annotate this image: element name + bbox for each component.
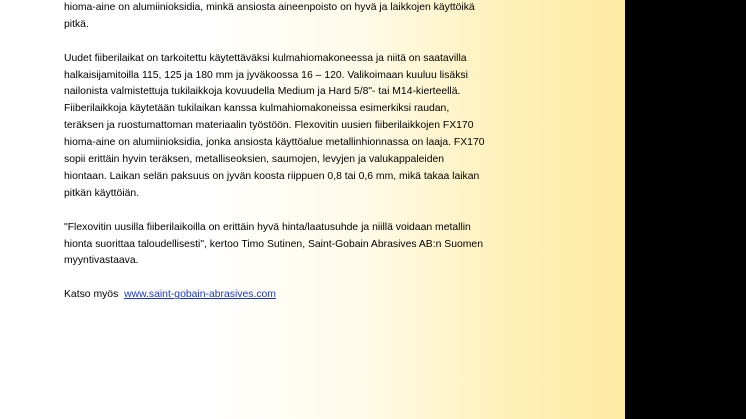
text-line: Fiiberilaikkoja käytetään tukilaikan kanssa kulmahiomakoneissa esimerkiksi raudan, [64,103,450,115]
text-line: hioma-aine on alumiinioksidia, minkä ansiosta aineenpoisto on hyvä ja laikkojen käyttöikä [64,2,475,13]
text-line: pitkä. [64,18,89,30]
right-sidebar [625,0,746,419]
text-line: halkaisijamitoilla 115, 125 ja 180 mm ja jyväkoossa 16 – 120. Valikoimaan kuuluu lisäksi [64,69,468,81]
text-line: hionta suorittaa taloudellisesti", kertoo Timo Sutinen, Saint-Gobain Abrasives AB:n Suomen [64,238,483,250]
text-line: Uudet fiiberilaikat on tarkoitettu käytettäväksi kulmahiomakoneessa ja niitä on saatavilla [64,52,467,64]
text-line: sopii erittäin hyvin teräksen, metalliseoksien, saumojen, levyjen ja valukappaleiden [64,154,445,166]
text-line: teräksen ja ruostumattoman materiaalin työstöön. Flexovitin uusien fiiberilaikkojen FX170 [64,120,474,132]
text-line: pitkän käyttöiän. [64,187,140,199]
text-line: myyntivastaava. [64,255,139,267]
paragraph-intro-continued [64,0,594,34]
paragraph-quote [64,220,594,271]
paragraph-product-details [64,51,594,203]
article-body [64,0,594,304]
see-also-line [64,287,594,304]
website-link[interactable]: www.saint-gobain-abrasives.com [124,289,276,301]
paragraph-see-also [64,287,594,304]
text-line: hiontaan. Laikan selän paksuus on jyvän koosta riippuen 0,8 tai 0,6 mm, mikä takaa laikan [64,170,480,182]
text-line: hioma-aine on alumiinioksidia, jonka ansiosta käyttöalue metallinhionnassa on laaja. FX170 [64,137,485,149]
see-also-prefix: Katso myös [64,289,119,301]
text-line: nailonista valmistettuja tukilaikkoja kovuudella Medium ja Hard 5/8"- tai M14-kierteellä. [64,86,461,98]
text-line: "Flexovitin uusilla fiiberilaikoilla on erittäin hyvä hinta/laatusuhde ja niillä voidaan metallin [64,221,471,233]
